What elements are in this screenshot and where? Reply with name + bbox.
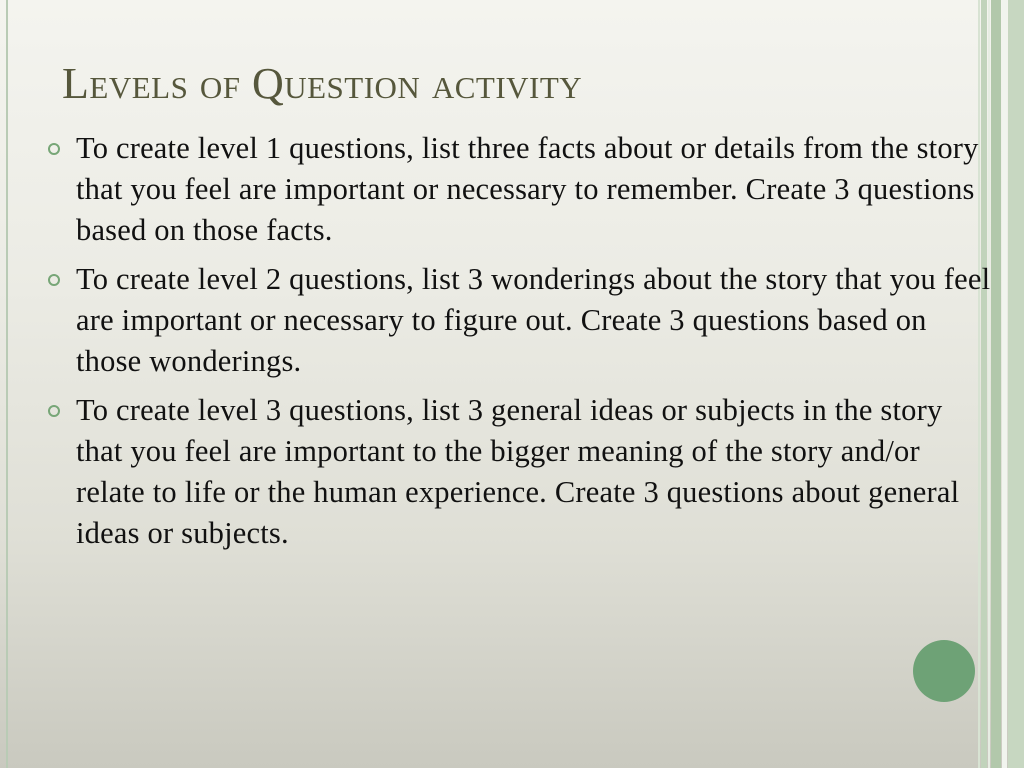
bullet-list <box>44 128 994 562</box>
left-border-line <box>6 0 8 768</box>
slide-title: Levels of Question activity <box>62 59 583 108</box>
frame-stripe <box>1002 0 1007 768</box>
bullet-text: To create level 3 questions, list 3 general ideas or subjects in the story that you feel are important to the bigger meaning of the story and/or relate to life or the human experience. Create 3 questions about general ideas or subjects. <box>76 393 960 550</box>
circle-bullet-icon <box>48 405 60 417</box>
decorative-green-circle <box>913 640 975 702</box>
bullet-item-level-2 <box>44 259 994 382</box>
bullet-item-level-1 <box>44 128 994 251</box>
circle-bullet-icon <box>48 274 60 286</box>
frame-stripe <box>1008 0 1024 768</box>
bullet-text: To create level 2 questions, list 3 wonderings about the story that you feel are important or necessary to figure out. Create 3 questions based on those wonderings. <box>76 262 991 378</box>
bullet-text: To create level 1 questions, list three facts about or details from the story that you feel are important or necessary to remember. Create 3 questions based on those facts. <box>76 131 979 247</box>
bullet-item-level-3 <box>44 390 994 554</box>
circle-bullet-icon <box>48 143 60 155</box>
